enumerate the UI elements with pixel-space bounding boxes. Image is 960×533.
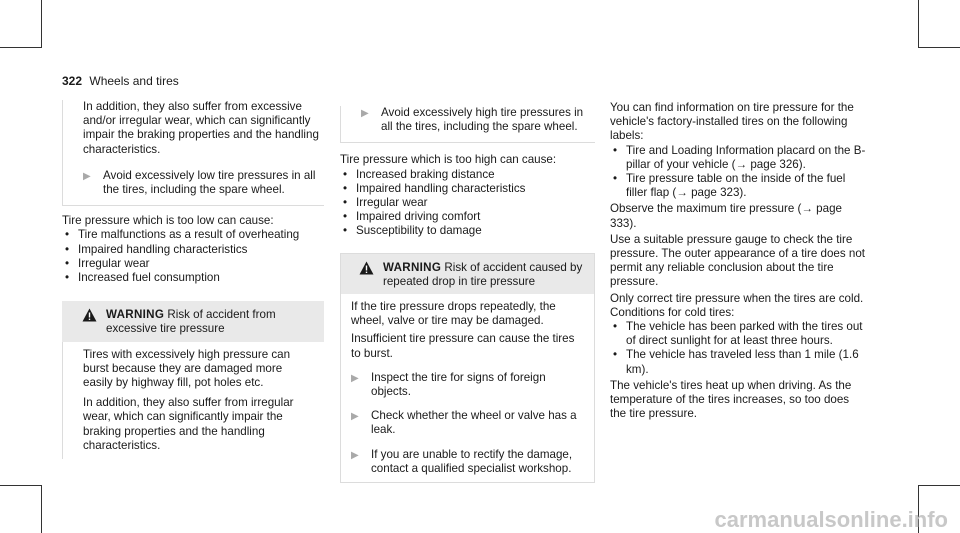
low-pressure-list bbox=[62, 228, 324, 285]
labels-intro: You can find information on tire pressure for the vehicle's factory-installed tires on the following labels: bbox=[610, 101, 854, 143]
page-header bbox=[62, 74, 179, 88]
warning-body bbox=[62, 342, 324, 459]
list-item: • Tire malfunctions as a result of overheating bbox=[62, 228, 324, 242]
tip-text: Avoid excessively high tire pressures in all the tires, including the spare wheel. bbox=[381, 106, 584, 134]
warning-icon bbox=[359, 261, 375, 289]
list-item: • Impaired driving comfort bbox=[340, 210, 595, 224]
list-item: • Increased braking distance bbox=[340, 168, 595, 182]
tip bbox=[351, 409, 584, 437]
warning-icon bbox=[82, 308, 98, 336]
crop-mark bbox=[0, 47, 42, 48]
list-item: • Irregular wear bbox=[62, 257, 324, 271]
tip bbox=[361, 106, 595, 134]
warning-heading bbox=[106, 308, 314, 336]
arrow-icon: ▶ bbox=[83, 170, 91, 182]
paragraph-max-pressure: Observe the maximum tire pressure (→ page 333). bbox=[610, 202, 842, 230]
high-pressure-list bbox=[340, 168, 595, 239]
list-item: • Tire and Loading Information placard on the B-pillar of your vehicle (→ page 326). bbox=[610, 144, 866, 172]
warning-paragraph: In addition, they also suffer from irregular wear, which can significantly impair the braking properties and the handling characteristics. bbox=[83, 396, 294, 452]
crop-mark bbox=[918, 0, 919, 48]
list-item: • The vehicle has traveled less than 1 mile (1.6 km). bbox=[610, 348, 866, 376]
warning-header bbox=[62, 301, 324, 341]
list-item: • Impaired handling characteristics bbox=[62, 243, 324, 257]
note-box bbox=[62, 100, 324, 206]
high-pressure-intro: Tire pressure which is too high can cause: bbox=[340, 153, 557, 167]
list-item: • Susceptibility to damage bbox=[340, 224, 595, 238]
warning-box bbox=[62, 301, 324, 459]
warning-label: WARNING bbox=[106, 308, 165, 322]
warning-title: Risk of accident caused by repeated drop in tire pressure bbox=[383, 260, 583, 288]
column-3 bbox=[610, 101, 866, 421]
arrow-icon: ▶ bbox=[361, 108, 369, 119]
crop-mark bbox=[918, 485, 960, 486]
labels-list bbox=[610, 144, 866, 201]
crop-mark bbox=[41, 0, 42, 48]
warning-heading bbox=[383, 261, 584, 289]
column-2 bbox=[340, 100, 595, 483]
tip-text: If you are unable to rectify the damage, contact a qualified specialist workshop. bbox=[371, 447, 573, 475]
section-title: Wheels and tires bbox=[89, 74, 179, 88]
paragraph-gauge: Use a suitable pressure gauge to check the tire pressure. The outer appearance of a tire does not permit any reliable conclusion about the tire pressure. bbox=[610, 232, 866, 289]
arrow-icon: ▶ bbox=[351, 372, 359, 384]
warning-paragraph: Insufficient tire pressure can cause the tires to burst. bbox=[351, 332, 575, 360]
warning-paragraph: If the tire pressure drops repeatedly, the wheel, valve or tire may be damaged. bbox=[351, 300, 556, 328]
arrow-icon: ▶ bbox=[351, 449, 359, 461]
list-item: • Impaired handling characteristics bbox=[340, 182, 595, 196]
crop-mark bbox=[918, 47, 960, 48]
warning-box bbox=[340, 253, 595, 483]
crop-mark bbox=[0, 485, 42, 486]
arrow-icon: ▶ bbox=[351, 411, 359, 423]
list-item: • Tire pressure table on the inside of the fuel filler flap (→ page 323). bbox=[610, 172, 866, 200]
list-item: • Increased fuel consumption bbox=[62, 271, 324, 285]
crop-mark bbox=[41, 485, 42, 533]
cold-conditions-list bbox=[610, 320, 866, 377]
watermark: carmanualsonline.info bbox=[714, 506, 948, 532]
tip bbox=[351, 371, 584, 399]
tip-text: Avoid excessively low tire pressures in all the tires, including the spare wheel. bbox=[103, 168, 316, 197]
list-item: • Irregular wear bbox=[340, 196, 595, 210]
column-1 bbox=[62, 100, 324, 459]
tip bbox=[351, 448, 584, 476]
tip-text: Check whether the wheel or valve has a leak. bbox=[371, 409, 577, 437]
tip bbox=[83, 169, 324, 197]
low-pressure-intro: Tire pressure which is too low can cause: bbox=[62, 214, 274, 228]
warning-label: WARNING bbox=[383, 260, 442, 274]
warning-paragraph: Tires with excessively high pressure can burst because they are damaged more easily by highway fill, pot holes etc. bbox=[83, 347, 291, 390]
tip-text: Inspect the tire for signs of foreign objects. bbox=[371, 370, 546, 399]
note-box bbox=[340, 106, 595, 143]
warning-header bbox=[341, 254, 594, 294]
warning-title: Risk of accident from excessive tire pressure bbox=[106, 308, 276, 336]
note-text: In addition, they also suffer from excessive and/or irregular wear, which can significantly impair the braking properties and the handling characteristics. bbox=[83, 100, 319, 156]
list-item: • The vehicle has been parked with the tires out of direct sunlight for at least three hours. bbox=[610, 320, 866, 348]
paragraph-heat: The vehicle's tires heat up when driving. As the temperature of the tires increases, so too does the tire pressure. bbox=[610, 378, 852, 421]
paragraph-cold: Only correct tire pressure when the tires are cold. Conditions for cold tires: bbox=[610, 291, 864, 319]
page-number: 322 bbox=[62, 74, 83, 88]
warning-body bbox=[341, 294, 594, 482]
